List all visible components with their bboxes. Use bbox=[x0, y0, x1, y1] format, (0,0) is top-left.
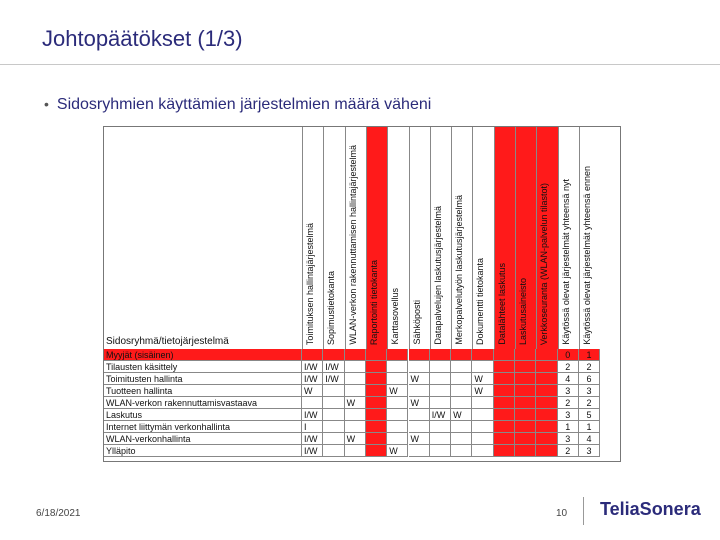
table-cell bbox=[451, 433, 472, 445]
table-cell bbox=[409, 361, 430, 373]
column-divider bbox=[536, 127, 537, 349]
table-cell bbox=[366, 421, 387, 433]
table-row bbox=[104, 397, 620, 409]
table-cell: W bbox=[387, 445, 408, 457]
table-cell bbox=[430, 433, 451, 445]
table-cell: 6 bbox=[579, 373, 600, 385]
column-header bbox=[558, 135, 579, 345]
column-header-label: Laskutusaineisto bbox=[518, 277, 528, 345]
table-cell bbox=[345, 445, 366, 457]
table-cell: W bbox=[302, 385, 323, 397]
table-cell bbox=[472, 409, 493, 421]
table-cell bbox=[451, 349, 472, 361]
column-divider bbox=[451, 127, 452, 349]
table-cell bbox=[451, 445, 472, 457]
table-cell: W bbox=[345, 433, 366, 445]
table-cell bbox=[494, 361, 515, 373]
table-cell: W bbox=[451, 409, 472, 421]
table-cell bbox=[345, 409, 366, 421]
table-cell bbox=[494, 433, 515, 445]
table-cell bbox=[472, 397, 493, 409]
column-header bbox=[409, 135, 430, 345]
table-cell: I/W bbox=[302, 361, 323, 373]
table-cell bbox=[536, 445, 557, 457]
table-cell: 1 bbox=[579, 349, 600, 361]
column-header bbox=[494, 135, 515, 345]
table-cell: 4 bbox=[579, 433, 600, 445]
bullet-icon: • bbox=[44, 96, 49, 112]
table-cell: I/W bbox=[302, 409, 323, 421]
table-cell: I/W bbox=[302, 373, 323, 385]
table-cell: 2 bbox=[558, 445, 579, 457]
row-label: WLAN-verkonhallinta bbox=[104, 433, 302, 445]
table-cell bbox=[366, 373, 387, 385]
table-cell: 3 bbox=[558, 409, 579, 421]
table-cell bbox=[323, 397, 344, 409]
table-cell bbox=[515, 445, 536, 457]
row-label: Tuotteen hallinta bbox=[104, 385, 302, 397]
table-cell bbox=[409, 385, 430, 397]
table-cell: W bbox=[409, 397, 430, 409]
column-header-label: Toimituksen hallintajärjestelmä bbox=[305, 222, 315, 345]
table-cell bbox=[430, 373, 451, 385]
table-cell bbox=[536, 385, 557, 397]
corner-label: Sidosryhmä/tietojärjestelmä bbox=[106, 336, 229, 347]
column-header-label: Verkkoseuranta (WLAN-palvelun tilastot) bbox=[539, 182, 550, 345]
row-label: Toimitusten hallinta bbox=[104, 373, 302, 385]
table-cell bbox=[515, 409, 536, 421]
table-cell bbox=[387, 349, 408, 361]
table-cell bbox=[451, 385, 472, 397]
table-cell bbox=[345, 421, 366, 433]
table-cell bbox=[323, 433, 344, 445]
table-cell bbox=[472, 433, 493, 445]
table-row bbox=[104, 421, 620, 433]
column-header bbox=[387, 135, 408, 345]
column-header bbox=[451, 135, 472, 345]
table-cell bbox=[472, 349, 493, 361]
column-header-label: Karttasovellus bbox=[390, 288, 401, 345]
column-header bbox=[515, 135, 536, 345]
column-header-label: Datapalvelujen laskutusjärjestelmä bbox=[432, 206, 443, 345]
column-header-label: Käytössä olevat järjestelmät yhteensä ennen bbox=[581, 166, 592, 345]
table-cell bbox=[494, 445, 515, 457]
table-cell: W bbox=[472, 385, 493, 397]
table-cell bbox=[366, 397, 387, 409]
column-header-label: WLAN-verkon rakennuttamisen hallintajärjestelmä bbox=[347, 145, 358, 345]
table-cell bbox=[366, 409, 387, 421]
table-cell: W bbox=[409, 433, 430, 445]
column-divider bbox=[323, 127, 324, 349]
table-cell bbox=[302, 397, 323, 409]
table-cell bbox=[366, 445, 387, 457]
table-cell bbox=[366, 385, 387, 397]
table-cell: 4 bbox=[558, 373, 579, 385]
column-header bbox=[366, 135, 387, 345]
row-label: Ylläpito bbox=[104, 445, 302, 457]
table-cell bbox=[451, 397, 472, 409]
row-label: Internet liittymän verkonhallinta bbox=[104, 421, 302, 433]
table-cell bbox=[409, 445, 430, 457]
table-cell bbox=[302, 349, 323, 361]
title-divider bbox=[0, 64, 720, 65]
column-divider bbox=[515, 127, 516, 349]
table-cell bbox=[387, 373, 408, 385]
column-header bbox=[302, 135, 323, 345]
table-cell bbox=[536, 421, 557, 433]
table-row bbox=[104, 349, 620, 361]
column-header bbox=[472, 135, 493, 345]
column-divider bbox=[302, 127, 303, 349]
table-cell bbox=[515, 421, 536, 433]
page-number: 10 bbox=[556, 508, 568, 519]
bullet-point bbox=[44, 96, 431, 114]
table-cell bbox=[323, 445, 344, 457]
table-cell: 5 bbox=[579, 409, 600, 421]
slide-title: Johtopäätökset (1/3) bbox=[42, 26, 243, 51]
column-header bbox=[323, 135, 344, 345]
table-cell: I bbox=[302, 421, 323, 433]
table-cell bbox=[536, 373, 557, 385]
table-cell bbox=[515, 385, 536, 397]
column-header bbox=[536, 135, 557, 345]
table-cell bbox=[451, 361, 472, 373]
table-row bbox=[104, 361, 620, 373]
table-cell: I/W bbox=[323, 373, 344, 385]
table-cell: 1 bbox=[579, 421, 600, 433]
table-cell bbox=[387, 397, 408, 409]
table-cell bbox=[494, 421, 515, 433]
footer-divider bbox=[583, 497, 584, 525]
table-cell bbox=[430, 445, 451, 457]
table-row bbox=[104, 373, 620, 385]
column-header-label: Sopimustietokanta bbox=[326, 270, 337, 345]
table-cell bbox=[472, 361, 493, 373]
table-cell bbox=[323, 385, 344, 397]
row-label: Myyjät (sisäinen) bbox=[104, 349, 302, 361]
table-cell bbox=[472, 421, 493, 433]
table-cell bbox=[345, 361, 366, 373]
column-divider bbox=[345, 127, 346, 349]
table-cell: 2 bbox=[558, 361, 579, 373]
table-header bbox=[104, 127, 620, 349]
table-cell: 2 bbox=[579, 397, 600, 409]
table-cell bbox=[409, 349, 430, 361]
table-cell bbox=[430, 385, 451, 397]
table-cell bbox=[536, 409, 557, 421]
table-cell bbox=[515, 361, 536, 373]
table-row bbox=[104, 409, 620, 421]
row-label: Tilausten käsittely bbox=[104, 361, 302, 373]
column-header-label: Käytössä olevat järjestelmät yhteensä nyt bbox=[560, 179, 571, 345]
table-cell bbox=[451, 373, 472, 385]
table-cell: W bbox=[472, 373, 493, 385]
table-cell bbox=[387, 433, 408, 445]
table-cell: I/W bbox=[302, 433, 323, 445]
table-cell: 0 bbox=[558, 349, 579, 361]
bullet-text: Sidosryhmien käyttämien järjestelmien määrä väheni bbox=[56, 96, 432, 113]
table-cell bbox=[494, 409, 515, 421]
table-row bbox=[104, 385, 620, 397]
table-cell bbox=[494, 349, 515, 361]
table-cell bbox=[345, 373, 366, 385]
table-cell: 3 bbox=[579, 385, 600, 397]
slide-date: 6/18/2021 bbox=[36, 508, 81, 519]
table-cell bbox=[366, 349, 387, 361]
column-divider bbox=[579, 127, 580, 349]
table-cell bbox=[536, 361, 557, 373]
column-header bbox=[345, 135, 366, 345]
column-divider bbox=[366, 127, 367, 349]
table-cell bbox=[409, 409, 430, 421]
table-cell bbox=[494, 385, 515, 397]
column-divider bbox=[430, 127, 431, 349]
column-header-label: Sähköposti bbox=[411, 300, 422, 345]
column-divider bbox=[409, 127, 410, 349]
table-cell bbox=[387, 409, 408, 421]
table-cell: 2 bbox=[558, 397, 579, 409]
table-cell: I/W bbox=[302, 445, 323, 457]
table-cell bbox=[515, 373, 536, 385]
table-cell bbox=[323, 409, 344, 421]
table-cell bbox=[366, 433, 387, 445]
table-cell bbox=[515, 349, 536, 361]
column-header bbox=[579, 135, 600, 345]
column-header-label: Datalähteet laskutus bbox=[496, 263, 507, 345]
table-cell: 3 bbox=[558, 433, 579, 445]
table-cell bbox=[345, 349, 366, 361]
table-cell bbox=[536, 349, 557, 361]
table-cell bbox=[515, 433, 536, 445]
column-header-label: Raportointi tietokanta bbox=[368, 259, 379, 345]
table-cell bbox=[345, 385, 366, 397]
table-cell bbox=[451, 421, 472, 433]
table-row bbox=[104, 445, 620, 457]
table-cell bbox=[387, 361, 408, 373]
table-cell: W bbox=[387, 385, 408, 397]
table-cell: I/W bbox=[430, 409, 451, 421]
table-cell bbox=[494, 397, 515, 409]
table-cell: 3 bbox=[558, 385, 579, 397]
table-cell bbox=[430, 349, 451, 361]
table-cell bbox=[387, 421, 408, 433]
table-cell: 2 bbox=[579, 361, 600, 373]
systems-table bbox=[103, 126, 621, 462]
table-cell bbox=[515, 397, 536, 409]
column-divider bbox=[472, 127, 473, 349]
table-cell bbox=[430, 397, 451, 409]
table-cell bbox=[430, 421, 451, 433]
telia-sonera-logo: TeliaSonera bbox=[600, 499, 701, 519]
row-label: Laskutus bbox=[104, 409, 302, 421]
table-cell: I/W bbox=[323, 361, 344, 373]
column-header-label: Merkopalvelutyön laskutusjärjestelmä bbox=[454, 195, 465, 345]
column-divider bbox=[387, 127, 388, 349]
table-cell: 3 bbox=[579, 445, 600, 457]
table-cell bbox=[536, 433, 557, 445]
table-row bbox=[104, 433, 620, 445]
table-cell: W bbox=[409, 373, 430, 385]
column-divider bbox=[558, 127, 559, 349]
table-cell: 1 bbox=[558, 421, 579, 433]
table-cell bbox=[409, 421, 430, 433]
table-cell bbox=[323, 421, 344, 433]
table-cell: W bbox=[345, 397, 366, 409]
table-cell bbox=[472, 445, 493, 457]
column-divider bbox=[494, 127, 495, 349]
table-cell bbox=[536, 397, 557, 409]
table-cell bbox=[366, 361, 387, 373]
table-cell bbox=[494, 373, 515, 385]
row-label: WLAN-verkon rakennuttamisvastaava bbox=[104, 397, 302, 409]
column-header-label: Dokumentti tietokanta bbox=[475, 257, 486, 345]
table-cell bbox=[323, 349, 344, 361]
column-header bbox=[430, 135, 451, 345]
table-cell bbox=[430, 361, 451, 373]
